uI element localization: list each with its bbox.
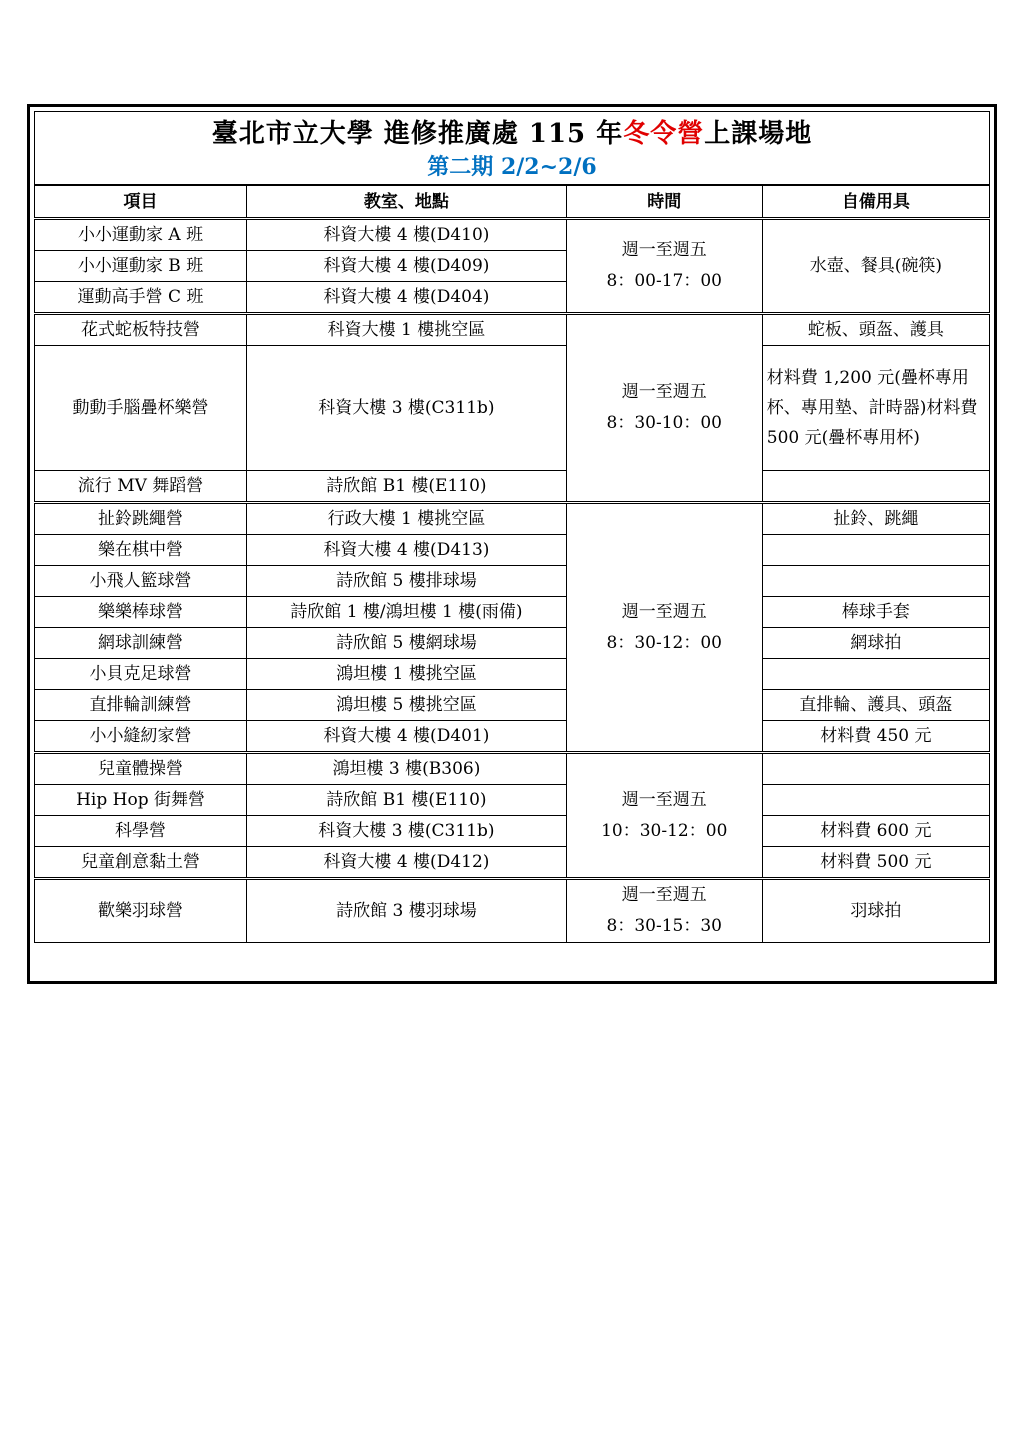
table-row <box>35 721 990 753</box>
supplies-cell: 蛇板、頭盔、護具 <box>762 314 989 346</box>
location-cell: 科資大樓 4 樓(D412) <box>247 847 567 879</box>
item-cell: 小小縫紉家營 <box>35 721 247 753</box>
supplies-cell: 材料費 500 元 <box>762 847 989 879</box>
header-location: 教室、地點 <box>247 185 567 219</box>
item-cell: 動動手腦疊杯樂營 <box>35 346 247 471</box>
location-cell: 科資大樓 3 樓(C311b) <box>247 346 567 471</box>
time-days: 週一至週五 <box>621 601 707 622</box>
item-cell: 小飛人籃球營 <box>35 566 247 597</box>
schedule-table <box>34 111 990 943</box>
location-cell: 詩欣館 5 樓網球場 <box>247 628 567 659</box>
table-row <box>35 659 990 690</box>
supplies-cell: 直排輪、護具、頭盔 <box>762 690 989 721</box>
item-cell: 流行 MV 舞蹈營 <box>35 471 247 503</box>
supplies-cell: 水壺、餐具(碗筷) <box>762 219 989 314</box>
supplies-cell <box>762 753 989 785</box>
supplies-cell <box>762 535 989 566</box>
title-highlight: 冬令營 <box>623 119 705 149</box>
item-cell: 花式蛇板特技營 <box>35 314 247 346</box>
header-time: 時間 <box>566 185 762 219</box>
location-cell: 科資大樓 4 樓(D410) <box>247 219 567 251</box>
item-cell: 歡樂羽球營 <box>35 879 247 943</box>
location-cell: 詩欣館 1 樓/鴻坦樓 1 樓(雨備) <box>247 597 567 628</box>
supplies-cell: 扯鈴、跳繩 <box>762 503 989 535</box>
time-hours: 8：30-10：00 <box>606 413 722 433</box>
time-days: 週一至週五 <box>621 382 707 402</box>
page-title <box>35 116 989 152</box>
table-row <box>35 471 990 503</box>
time-days: 週一至週五 <box>621 789 707 810</box>
time-cell <box>566 219 762 314</box>
location-cell: 詩欣館 3 樓羽球場 <box>247 879 567 943</box>
location-cell: 詩欣館 5 樓排球場 <box>247 566 567 597</box>
item-cell: 網球訓練營 <box>35 628 247 659</box>
time-cell <box>566 503 762 753</box>
table-row <box>35 753 990 785</box>
table-row <box>35 219 990 251</box>
table-row <box>35 847 990 879</box>
item-cell: 樂在棋中營 <box>35 535 247 566</box>
page-subtitle: 第二期 2/2~2/6 <box>427 154 597 180</box>
supplies-cell: 棒球手套 <box>762 597 989 628</box>
table-row <box>35 346 990 471</box>
header-row <box>35 185 990 219</box>
supplies-cell: 網球拍 <box>762 628 989 659</box>
time-hours: 8：30-15：30 <box>606 916 722 936</box>
supplies-cell: 材料費 1,200 元(疊杯專用杯、專用墊、計時器)材料費 500 元(疊杯專用杯) <box>762 346 989 471</box>
table-row <box>35 535 990 566</box>
supplies-cell: 羽球拍 <box>762 879 989 943</box>
time-hours: 8：30-12：00 <box>606 632 722 653</box>
location-cell: 鴻坦樓 1 樓挑空區 <box>247 659 567 690</box>
item-cell: Hip Hop 街舞營 <box>35 785 247 816</box>
location-cell: 科資大樓 1 樓挑空區 <box>247 314 567 346</box>
table-row <box>35 503 990 535</box>
location-cell: 詩欣館 B1 樓(E110) <box>247 785 567 816</box>
schedule-frame <box>27 104 997 984</box>
time-hours: 8：00-17：00 <box>606 271 722 291</box>
time-hours: 10：30-12：00 <box>601 820 728 841</box>
item-cell: 小小運動家 A 班 <box>35 219 247 251</box>
item-cell: 兒童體操營 <box>35 753 247 785</box>
header-item: 項目 <box>35 185 247 219</box>
supplies-cell <box>762 659 989 690</box>
time-days: 週一至週五 <box>621 885 707 905</box>
supplies-cell <box>762 566 989 597</box>
table-row <box>35 816 990 847</box>
header-supplies: 自備用具 <box>762 185 989 219</box>
item-cell: 兒童創意黏土營 <box>35 847 247 879</box>
item-cell: 直排輪訓練營 <box>35 690 247 721</box>
location-cell: 行政大樓 1 樓挑空區 <box>247 503 567 535</box>
title-prefix: 臺北市立大學 進修推廣處 115 年 <box>211 119 624 149</box>
item-cell: 小貝克足球營 <box>35 659 247 690</box>
supplies-cell <box>762 785 989 816</box>
table-row <box>35 566 990 597</box>
table-row <box>35 690 990 721</box>
time-cell <box>566 879 762 943</box>
table-row <box>35 597 990 628</box>
location-cell: 科資大樓 4 樓(D401) <box>247 721 567 753</box>
item-cell: 小小運動家 B 班 <box>35 251 247 282</box>
location-cell: 科資大樓 4 樓(D413) <box>247 535 567 566</box>
table-row <box>35 628 990 659</box>
title-cell <box>35 112 990 186</box>
time-cell <box>566 753 762 879</box>
item-cell: 樂樂棒球營 <box>35 597 247 628</box>
supplies-cell: 材料費 600 元 <box>762 816 989 847</box>
item-cell: 扯鈴跳繩營 <box>35 503 247 535</box>
location-cell: 鴻坦樓 3 樓(B306) <box>247 753 567 785</box>
time-cell <box>566 314 762 503</box>
location-cell: 科資大樓 3 樓(C311b) <box>247 816 567 847</box>
supplies-cell: 材料費 450 元 <box>762 721 989 753</box>
table-row <box>35 785 990 816</box>
location-cell: 科資大樓 4 樓(D404) <box>247 282 567 314</box>
time-days: 週一至週五 <box>621 240 707 260</box>
item-cell: 運動高手營 C 班 <box>35 282 247 314</box>
supplies-cell <box>762 471 989 503</box>
location-cell: 鴻坦樓 5 樓挑空區 <box>247 690 567 721</box>
table-row <box>35 879 990 943</box>
item-cell: 科學營 <box>35 816 247 847</box>
location-cell: 詩欣館 B1 樓(E110) <box>247 471 567 503</box>
location-cell: 科資大樓 4 樓(D409) <box>247 251 567 282</box>
title-suffix: 上課場地 <box>704 119 813 149</box>
table-row <box>35 314 990 346</box>
